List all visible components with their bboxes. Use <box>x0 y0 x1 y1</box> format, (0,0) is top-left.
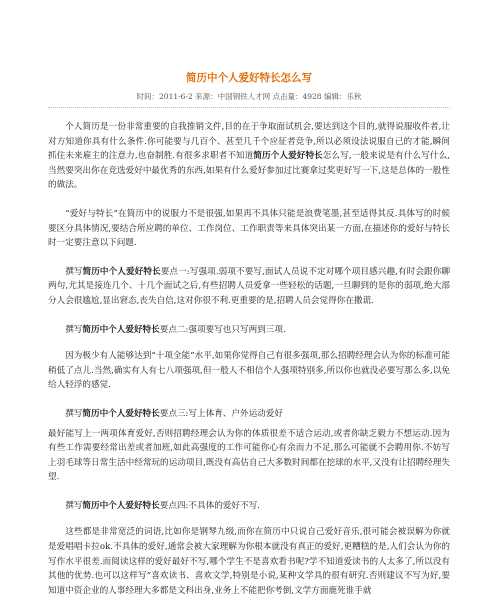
point-1-text: 要点一:写强项.弱项不要写,面试人员说不定对哪个项目感兴趣,有时会跟你聊两句,尤其是接连几个、十几个面试之后,有些招聘人员爱拿一些轻松的话题,一旦聊到的是你的弱项,绝大部分人会很尴尬,显出窘态,丧失自信,这对你很不利.更重要的是,招聘人员会觉得你在撒谎. <box>48 266 450 306</box>
point-2-heading <box>48 323 450 338</box>
point-2-highlight: 简历中个人爱好特长 <box>82 324 160 335</box>
point-1-paragraph <box>48 265 450 309</box>
point-1-prefix: 撰写 <box>65 266 83 277</box>
point-3-body: 最好能写上一两项体育爱好,否则招聘经理会认为你的体质很差不适合运动,或者你缺乏毅力不想运动.因为有些工作需要经常出差或者加班,如此高强度的工作可能你心有余而力不足,那么可能就不会聘用你.不妨写上羽毛球等日常生活中经常玩的运动项目,既没有高估自己大多数时间都在挖球的水平,又没有让招聘经理失望. <box>48 428 450 483</box>
article-title: 简历中个人爱好特长怎么写 <box>186 72 312 84</box>
point-4-highlight: 简历中个人爱好特长 <box>82 500 160 511</box>
title-divider <box>48 107 450 108</box>
point-1-highlight: 简历中个人爱好特长 <box>82 266 161 277</box>
point-4-prefix: 撰写 <box>65 500 83 511</box>
point-3-title: 要点三:写上体育、户外运动爱好 <box>159 408 283 419</box>
point-2-title: 要点二:强项要写也只写两到三项. <box>159 324 286 335</box>
intro-highlight: 简历个人爱好特长 <box>253 151 323 162</box>
point-2-body: 因为极少有人能够达到“十项全能”水平,如果你觉得自己有很多强项,那么招聘经理会认为你的标准可能稍低了点儿.当然,确实有人有七八项强项,但一般人不相信个人强项特别多,所以你也就没必要写那么多,以免给人轻浮的感觉. <box>48 351 450 391</box>
point-2-prefix: 撰写 <box>65 324 83 335</box>
point-4-heading <box>48 499 450 514</box>
point-4-title: 要点四:不具体的爱好不写. <box>159 500 260 511</box>
point-3-highlight: 简历中个人爱好特长 <box>82 408 160 419</box>
intro-text-after: 怎么写,一般来说是有什么写什么,当然要突出你在竞选爱好中最优秀的东西,如果有什么爱好参加过比赛拿过奖更好写一下,这是总体的一般性的做法。 <box>48 151 450 191</box>
point-3-prefix: 撰写 <box>65 408 83 419</box>
article-meta: 时间：2011-6-2 来源：中国钢铁人才网 点击量：4928 编辑：乐秋 <box>136 92 362 101</box>
definition-paragraph: “爱好与特长”在简历中的说服力不是很强,如果再不具体只能是浪费笔墨,甚至适得其反.具体写的时候要区分具体情况,要结合所应聘的单位、工作岗位、工作职责等来具体突出某一方面,在描述你的爱好与特长时一定要注意以下问题. <box>48 208 450 249</box>
intro-paragraph <box>48 120 450 193</box>
point-4-body: 这些都是非常宽泛的词语,比如你是钢琴九级,而你在简历中只说自己爱好音乐,很可能会被误解为你就是爱唱唱卡拉ok.不具体的爱好,通常会被大家理解为你根本就没有真正的爱好,更糟糕的是,人们会认为你的写作水平很差.而阅读这样的爱好最好不写,哪个学生不是喜欢看书呢?学不知道爱读书的人太多了,所以没有其他的优势.也可以这样写“喜欢读书、喜欢文学,特别是小说,某种文学具的很有研究.否则建议不写为好,要知道中资企业的人事经理大多都是文科出身,业务上不能把你考倒,文学方面鹿死谁手就 <box>48 527 450 596</box>
point-3-heading <box>48 407 450 422</box>
intro-text-before: 个人简历是一份非常重要的自我推销文件,目的在于争取面试机会,要达到这个目的,就得说服收件者,让对方知道你具有什么条件.你可能要与几百个、甚至几千个应征者竞争,所以必须设法说服自己的才能,瞬间抓住未来雇主的注意力,也奋制胜.有很多求职者不知道 <box>48 122 450 162</box>
